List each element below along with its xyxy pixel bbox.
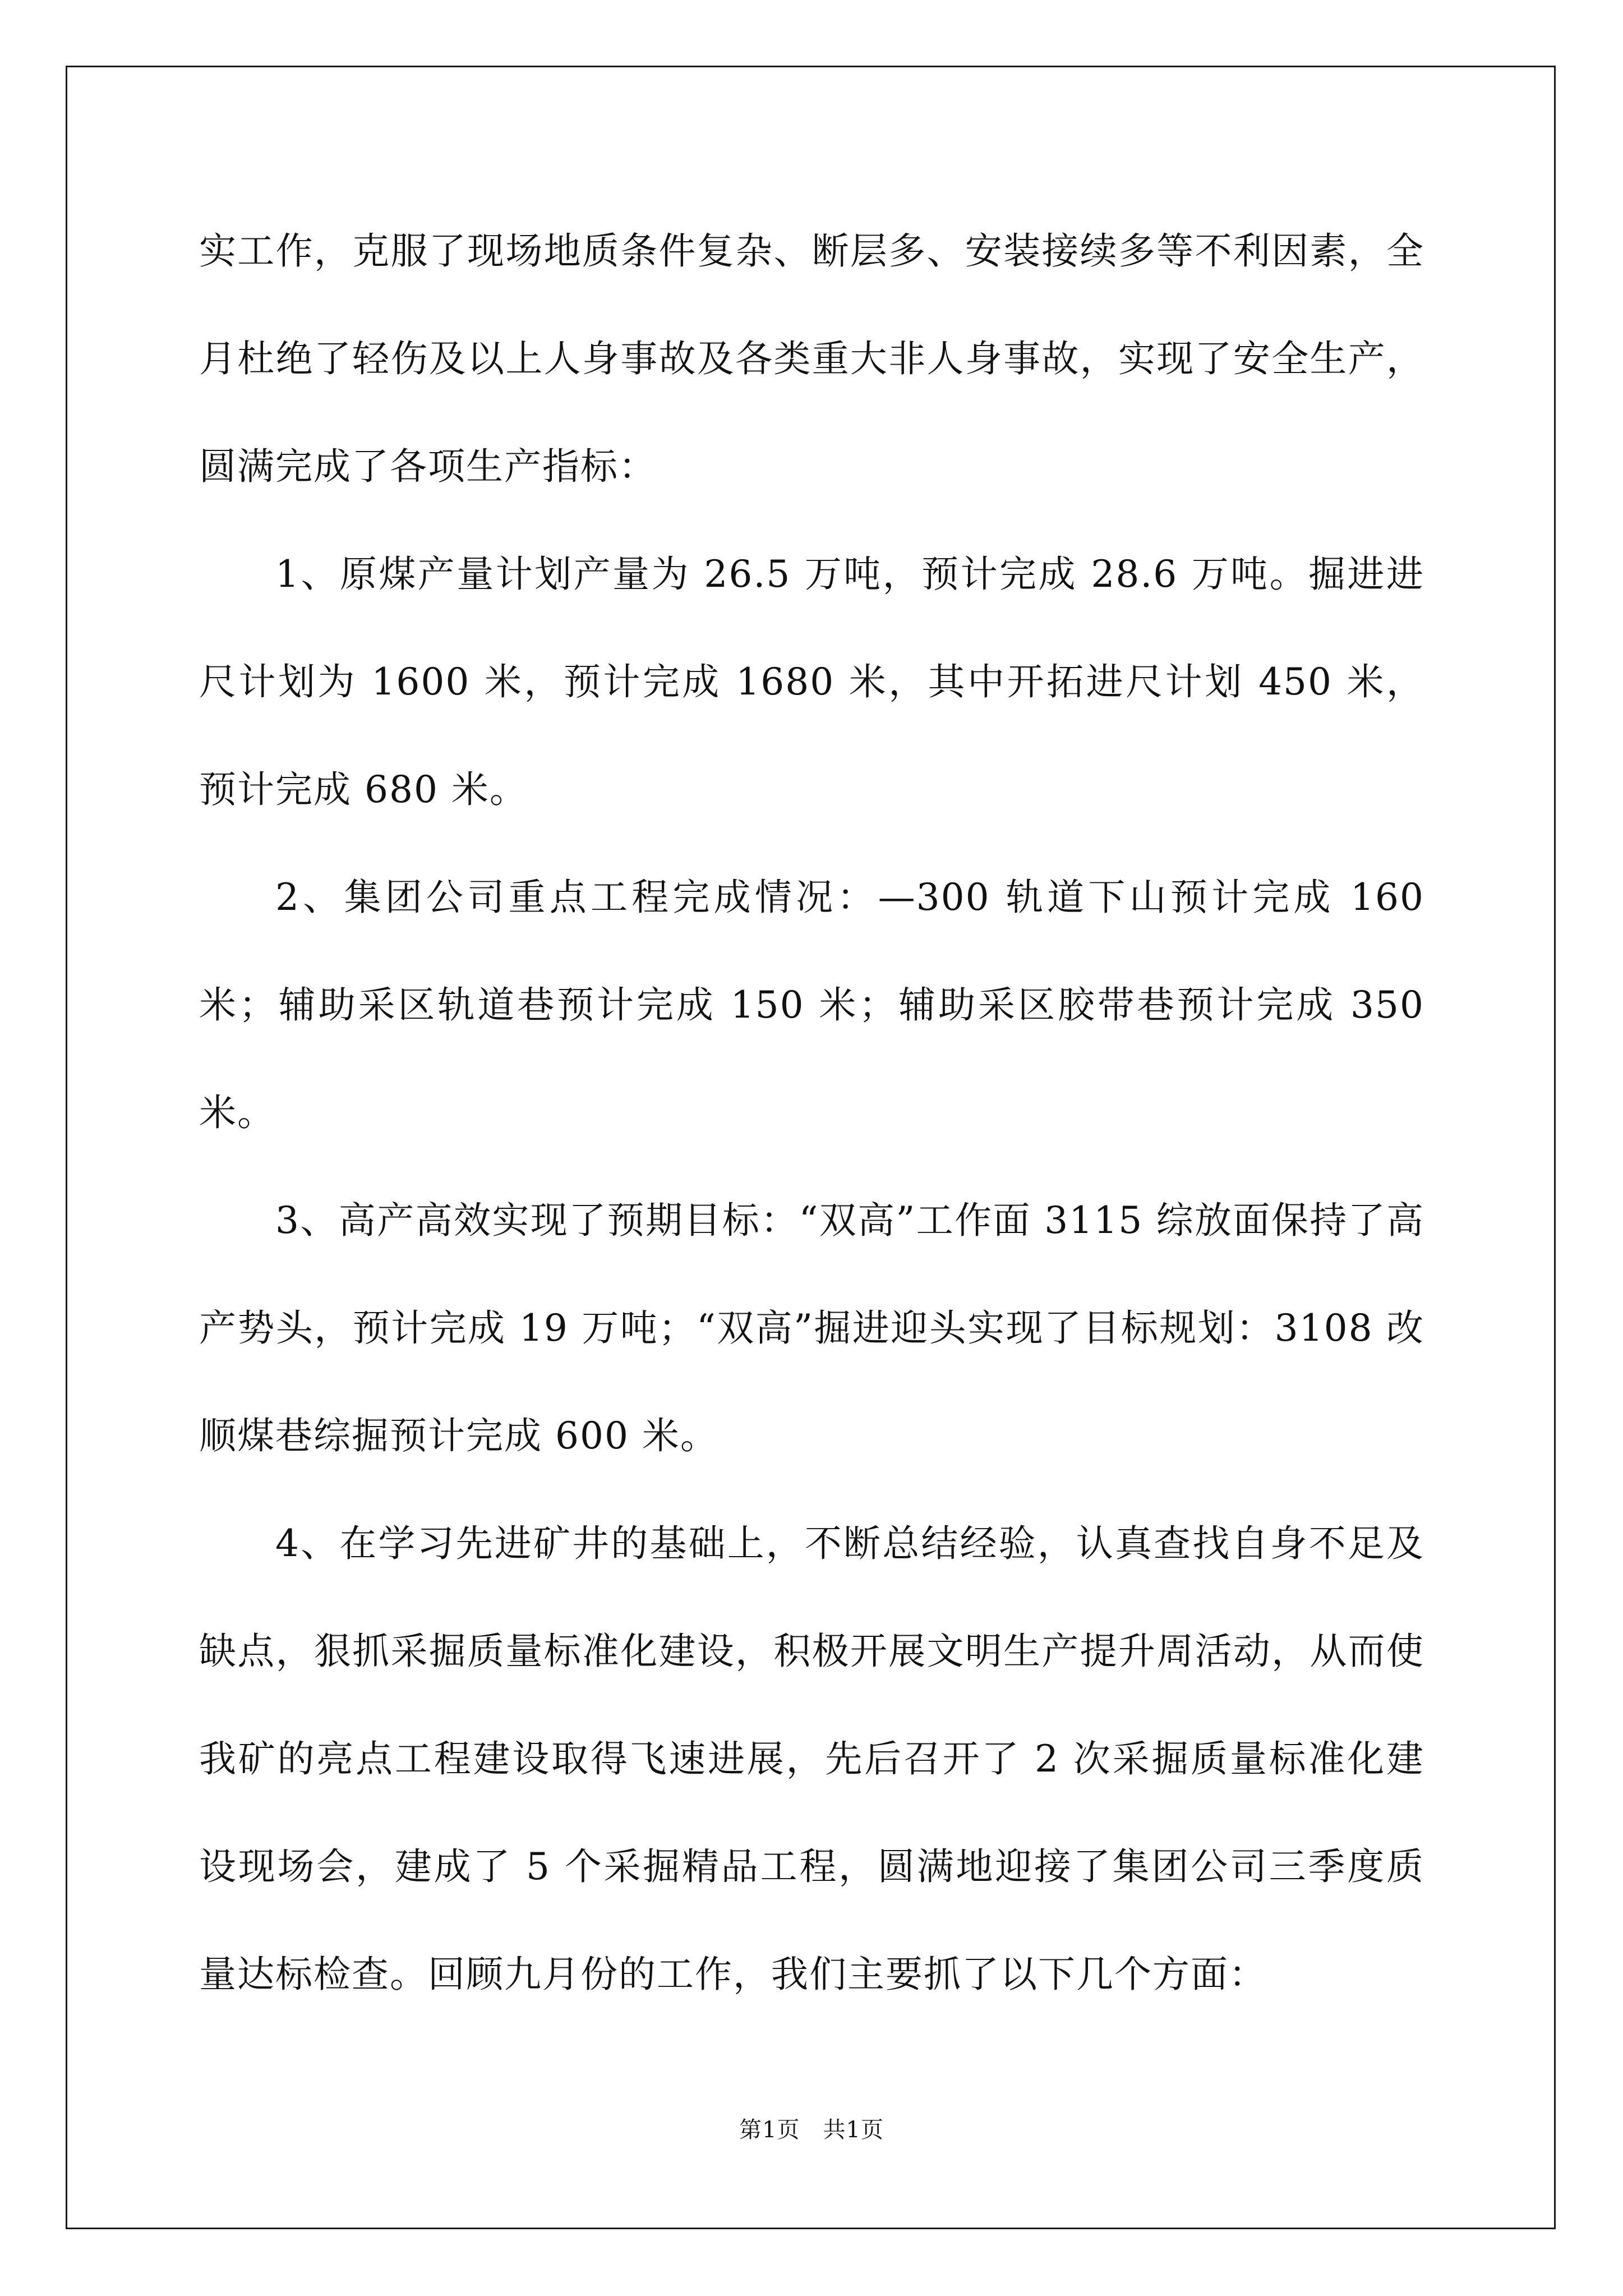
paragraph-item-1: 1、原煤产量计划产量为 26.5 万吨，预计完成 28.6 万吨。掘进进尺计划为 1600 米，预计完成 1680 米，其中开拓进尺计划 450 米，预计完成 680 米。 [199,553,1424,811]
paragraph-item-2: 2、集团公司重点工程完成情况：—300 轨道下山预计完成 160 米；辅助采区轨道巷预计完成 150 米；辅助采区胶带巷预计完成 350 米。 [199,876,1424,1134]
paragraph-item-3: 3、高产高效实现了预期目标：“双高”工作面 3115 综放面保持了高产势头，预计完成 19 万吨；“双高”掘进迎头实现了目标规划：3108 改顺煤巷综掘预计完成 600 米。 [199,1199,1424,1457]
paragraph-intro: 实工作，克服了现场地质条件复杂、断层多、安装接续多等不利因素，全月杜绝了轻伤及以上人身事故及各类重大非人身事故，实现了安全生产，圆满完成了各项生产指标： [199,229,1424,488]
page-footer: 第1页 共1页 [739,2117,884,2143]
paragraph-item-4: 4、在学习先进矿井的基础上，不断总结经验，认真查找自身不足及缺点，狠抓采掘质量标准化建设，积极开展文明生产提升周活动，从而使我矿的亮点工程建设取得飞速进展，先后召开了 2 次采掘质量标准化建设现场会，建成了 5 个采掘精品工程，圆满地迎接了集团公司三季度质量达标检查。回顾九月份的工作，我们主要抓了以下几个方面： [199,1522,1424,1996]
document-body [199,197,1424,2028]
